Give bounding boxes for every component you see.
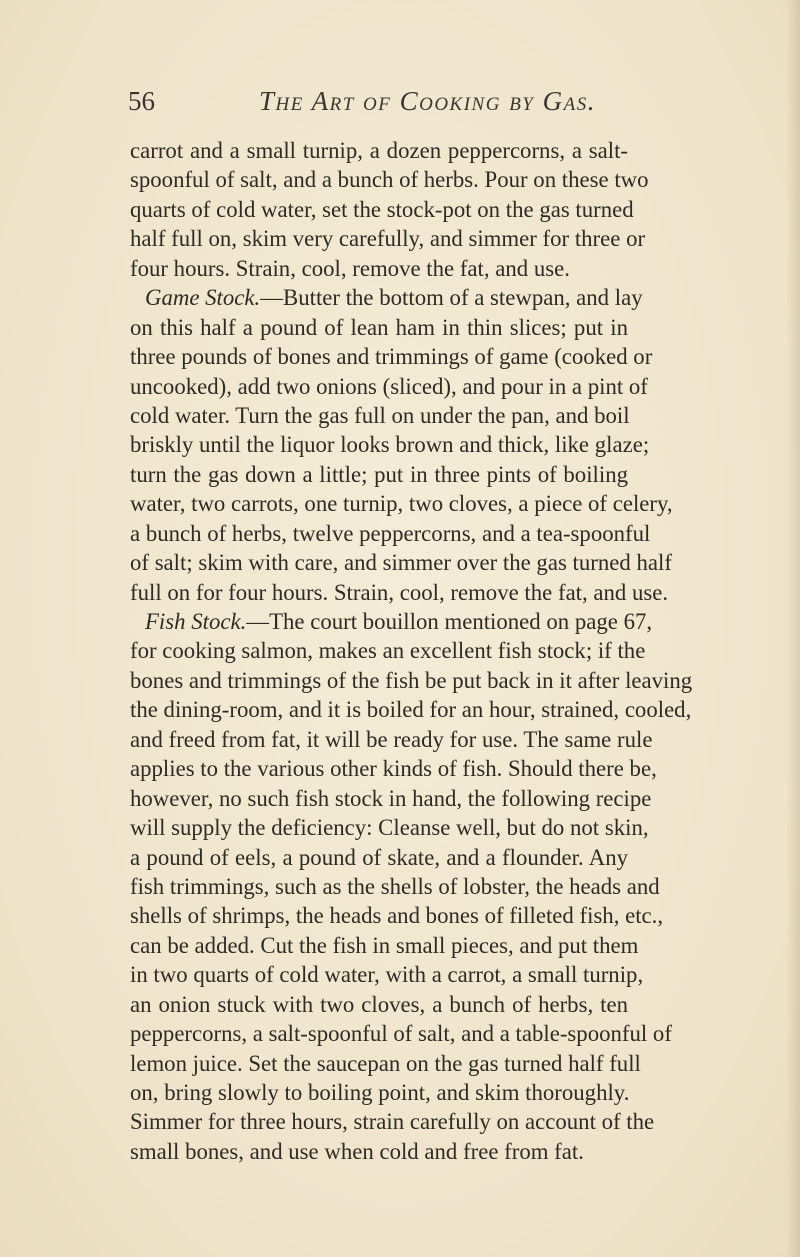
line-text: an onion stuck with two cloves, a bunch of herbs, ten	[130, 991, 628, 1017]
text-line	[130, 843, 628, 872]
line-text: peppercorns, a salt-spoonful of salt, and a table-spoonful of	[130, 1021, 672, 1047]
line-text: briskly until the liquor looks brown and thick, like glaze;	[130, 432, 650, 458]
text-line	[130, 283, 643, 312]
page-header	[128, 86, 688, 126]
text-line	[130, 460, 628, 489]
text-line	[130, 784, 652, 813]
line-text: shells of shrimps, the heads and bones of filleted fish, etc.,	[130, 903, 664, 929]
text-line	[130, 666, 693, 695]
text-line	[130, 430, 650, 459]
body-text	[130, 136, 693, 1166]
text-line	[130, 607, 653, 636]
line-text: four hours. Strain, cool, remove the fat, and use.	[130, 255, 570, 281]
line-text: three pounds of bones and trimmings of game (cooked or	[130, 344, 653, 370]
text-line	[130, 254, 628, 283]
line-text: —Butter the bottom of a stewpan, and lay	[260, 285, 643, 311]
text-line	[130, 1019, 672, 1048]
text-line	[130, 1107, 655, 1136]
line-text: uncooked), add two onions (sliced), and pour in a pint of	[130, 373, 648, 399]
line-text: water, two carrots, one turnip, two cloves, a piece of celery,	[130, 491, 673, 517]
text-line	[130, 519, 651, 548]
line-text: Simmer for three hours, strain carefully on account of the	[130, 1109, 655, 1135]
line-text: a bunch of herbs, twelve peppercorns, and a tea-spoonful	[130, 520, 651, 546]
line-text: fish trimmings, such as the shells of lobster, the heads and	[130, 873, 660, 899]
line-text: lemon juice. Set the saucepan on the gas turned half full	[130, 1050, 641, 1076]
line-text: —The court bouillon mentioned on page 67,	[246, 609, 653, 634]
text-line	[130, 960, 644, 989]
text-line	[130, 636, 646, 665]
line-text: the dining-room, and it is boiled for an hour, strained, cooled,	[130, 697, 692, 723]
line-text: on this half a pound of lean ham in thin slices; put in	[130, 314, 628, 340]
line-text: in two quarts of cold water, with a carrot, a small turnip,	[130, 962, 644, 988]
line-text: cold water. Turn the gas full on under the pan, and boil	[130, 402, 630, 428]
line-text: half full on, skim very carefully, and simmer for three or	[130, 226, 646, 252]
line-text: bones and trimmings of the fish be put back in it after leaving	[130, 667, 693, 693]
page-edge-shadow	[786, 0, 800, 1257]
text-line	[130, 813, 649, 842]
text-line	[130, 401, 628, 430]
text-line	[130, 313, 628, 342]
text-line	[130, 195, 634, 224]
text-line	[130, 725, 653, 754]
line-text: a pound of eels, a pound of skate, and a flounder. Any	[130, 844, 628, 870]
line-text: of salt; skim with care, and simmer over the gas turned half	[130, 550, 672, 576]
text-line	[130, 489, 673, 518]
line-text: small bones, and use when cold and free from fat.	[130, 1138, 584, 1164]
line-text: will supply the deficiency: Cleanse well, but do not skin,	[130, 815, 649, 841]
line-text: full on for four hours. Strain, cool, remove the fat, and use.	[130, 579, 669, 605]
text-line	[130, 372, 648, 401]
page-number: 56	[128, 86, 155, 116]
line-text: however, no such fish stock in hand, the following recipe	[130, 785, 652, 811]
text-line	[130, 548, 672, 577]
text-line	[130, 754, 657, 783]
line-text: for cooking salmon, makes an excellent fish stock; if the	[130, 638, 646, 664]
text-line	[130, 578, 669, 607]
line-text: quarts of cold water, set the stock-pot on the gas turned	[130, 196, 634, 222]
text-line	[130, 931, 639, 960]
text-line	[130, 1049, 641, 1078]
text-line	[130, 165, 649, 194]
text-line	[130, 224, 646, 253]
text-line	[130, 1078, 628, 1107]
text-line	[130, 872, 660, 901]
text-line	[130, 342, 653, 371]
line-text: and freed from fat, it will be ready for use. The same rule	[130, 726, 653, 752]
section-heading: Game Stock.	[145, 285, 261, 311]
line-text: applies to the various other kinds of fish. Should there be,	[130, 756, 657, 782]
text-line	[130, 1137, 628, 1166]
text-line	[130, 695, 692, 724]
running-title: The Art of Cooking by Gas.	[259, 86, 596, 116]
line-text: turn the gas down a little; put in three pints of boiling	[130, 461, 628, 487]
line-text: spoonful of salt, and a bunch of herbs. Pour on these two	[130, 167, 649, 193]
line-text: carrot and a small turnip, a dozen peppercorns, a salt-	[130, 138, 628, 163]
text-line	[130, 136, 628, 165]
section-heading: Fish Stock.	[145, 609, 247, 634]
text-line	[130, 901, 664, 930]
line-text: on, bring slowly to boiling point, and skim thoroughly.	[130, 1080, 630, 1105]
text-line	[130, 990, 628, 1019]
line-text: can be added. Cut the fish in small pieces, and put them	[130, 932, 639, 958]
